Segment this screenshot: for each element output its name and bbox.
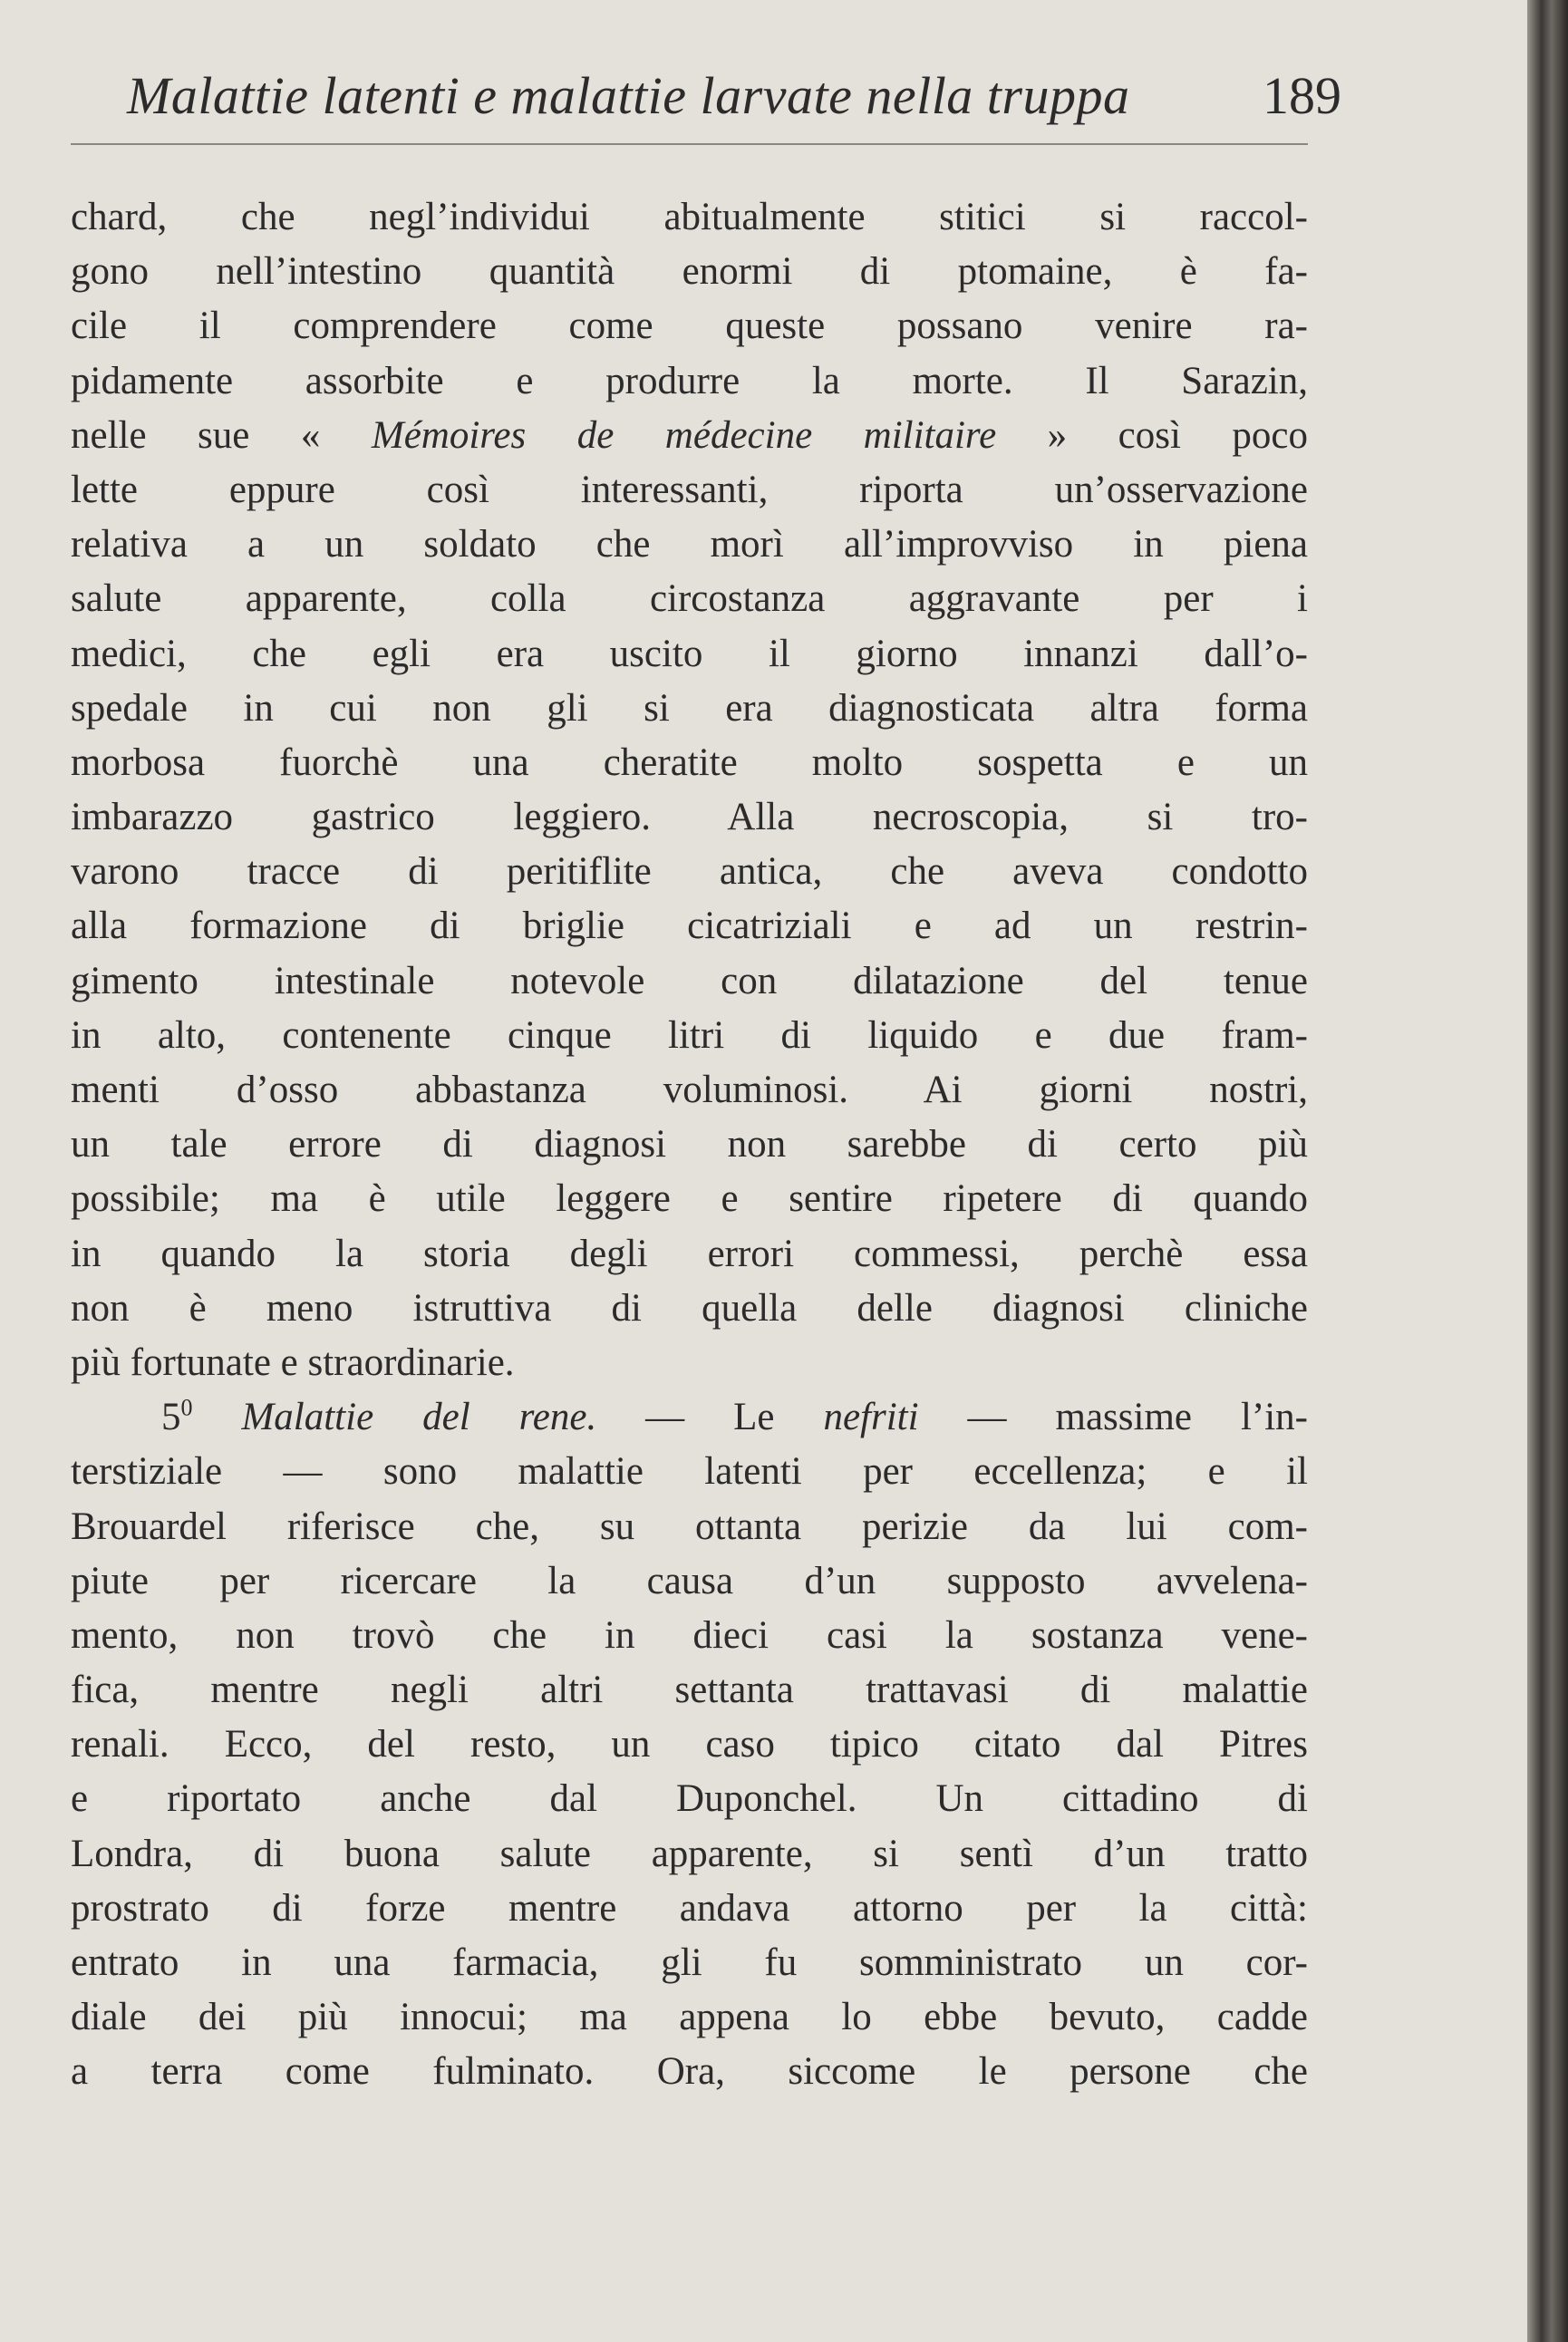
text-line: medici, che egli era uscito il giorno innanzi dall’o-	[71, 632, 1308, 675]
book-spine-edge	[1527, 0, 1568, 2342]
text-line: piute per ricercare la causa d’un supposto avvelena-	[71, 1559, 1308, 1602]
text-line: nelle sue « Mémoires de médecine militaire » così poco	[71, 413, 1308, 457]
text-line: a terra come fulminato. Ora, siccome le persone che	[71, 2050, 1308, 2094]
text-line: menti d’osso abbastanza voluminosi. Ai giorni nostri,	[71, 1069, 1308, 1111]
text-line: varono tracce di peritiflite antica, che aveva condotto	[71, 850, 1308, 894]
header-rule	[71, 143, 1308, 145]
text-line: possibile; ma è utile leggere e sentire ripetere di quando	[71, 1177, 1308, 1221]
text-line: entrato in una farmacia, gli fu somministrato un cor-	[71, 1941, 1308, 1984]
text-line: renali. Ecco, del resto, un caso tipico citato dal Pitres	[71, 1723, 1308, 1766]
running-title: Malattie latenti e malattie larvate nella truppa	[127, 66, 1130, 125]
text-line: un tale errore di diagnosi non sarebbe di certo più	[71, 1123, 1308, 1166]
section-heading-line: $5^0$ Malattie del rene. — Le nefriti — massime l’in-	[161, 1394, 1308, 1439]
running-head	[127, 65, 1341, 138]
text-line: lette eppure così interessanti, riporta un’osservazione	[71, 468, 1308, 511]
text-line: Londra, di buona salute apparente, si sentì d’un tratto	[71, 1832, 1308, 1875]
text-line: alla formazione di briglie cicatriziali e ad un restrin-	[71, 905, 1308, 948]
text-line: gimento intestinale notevole con dilatazione del tenue	[71, 959, 1308, 1002]
text-line: più fortunate e straordinarie.	[71, 1340, 515, 1384]
book-title-italic: Mémoires de médecine militaire	[371, 413, 997, 457]
body-text	[71, 190, 1308, 2100]
text-line: morbosa fuorchè una cheratite molto sospetta e un	[71, 740, 1308, 784]
text-line: cile il comprendere come queste possano venire ra-	[71, 305, 1308, 348]
ordinal-superscript: 0	[180, 1394, 193, 1421]
text-line: diale dei più innocui; ma appena lo ebbe bevuto, cadde	[71, 1996, 1308, 2039]
text-line: non è meno istruttiva di quella delle diagnosi cliniche	[71, 1286, 1308, 1330]
section-title-italic: Malattie del rene.	[241, 1396, 597, 1439]
text-line: relativa a un soldato che morì all’improvviso in piena	[71, 523, 1308, 566]
text-line: prostrato di forze mentre andava attorno per la città:	[71, 1886, 1308, 1930]
page-number: 189	[1263, 66, 1341, 125]
text-line: in quando la storia degli errori commessi, perchè essa	[71, 1232, 1308, 1275]
term-italic: nefriti	[823, 1396, 919, 1439]
text-line: terstiziale — sono malattie latenti per eccellenza; e il	[71, 1450, 1308, 1494]
text-line: mento, non trovò che in dieci casi la sostanza vene-	[71, 1613, 1308, 1657]
text-line: imbarazzo gastrico leggiero. Alla necroscopia, si tro-	[71, 796, 1308, 839]
text-line: fica, mentre negli altri settanta trattavasi di malattie	[71, 1669, 1308, 1712]
text-line: pidamente assorbite e produrre la morte. Il Sarazin,	[71, 359, 1308, 402]
text-line: salute apparente, colla circostanza aggravante per i	[71, 577, 1308, 621]
text-line: in alto, contenente cinque litri di liquido e due fram-	[71, 1013, 1308, 1057]
text-line: Brouardel riferisce che, su ottanta perizie da lui com-	[71, 1505, 1308, 1548]
text-line: e riportato anche dal Duponchel. Un cittadino di	[71, 1777, 1308, 1821]
text-line: gono nell’intestino quantità enormi di ptomaine, è fa-	[71, 250, 1308, 294]
text-line: chard, che negl’individui abitualmente stitici si raccol-	[71, 196, 1308, 238]
text-line: spedale in cui non gli si era diagnosticata altra forma	[71, 686, 1308, 730]
